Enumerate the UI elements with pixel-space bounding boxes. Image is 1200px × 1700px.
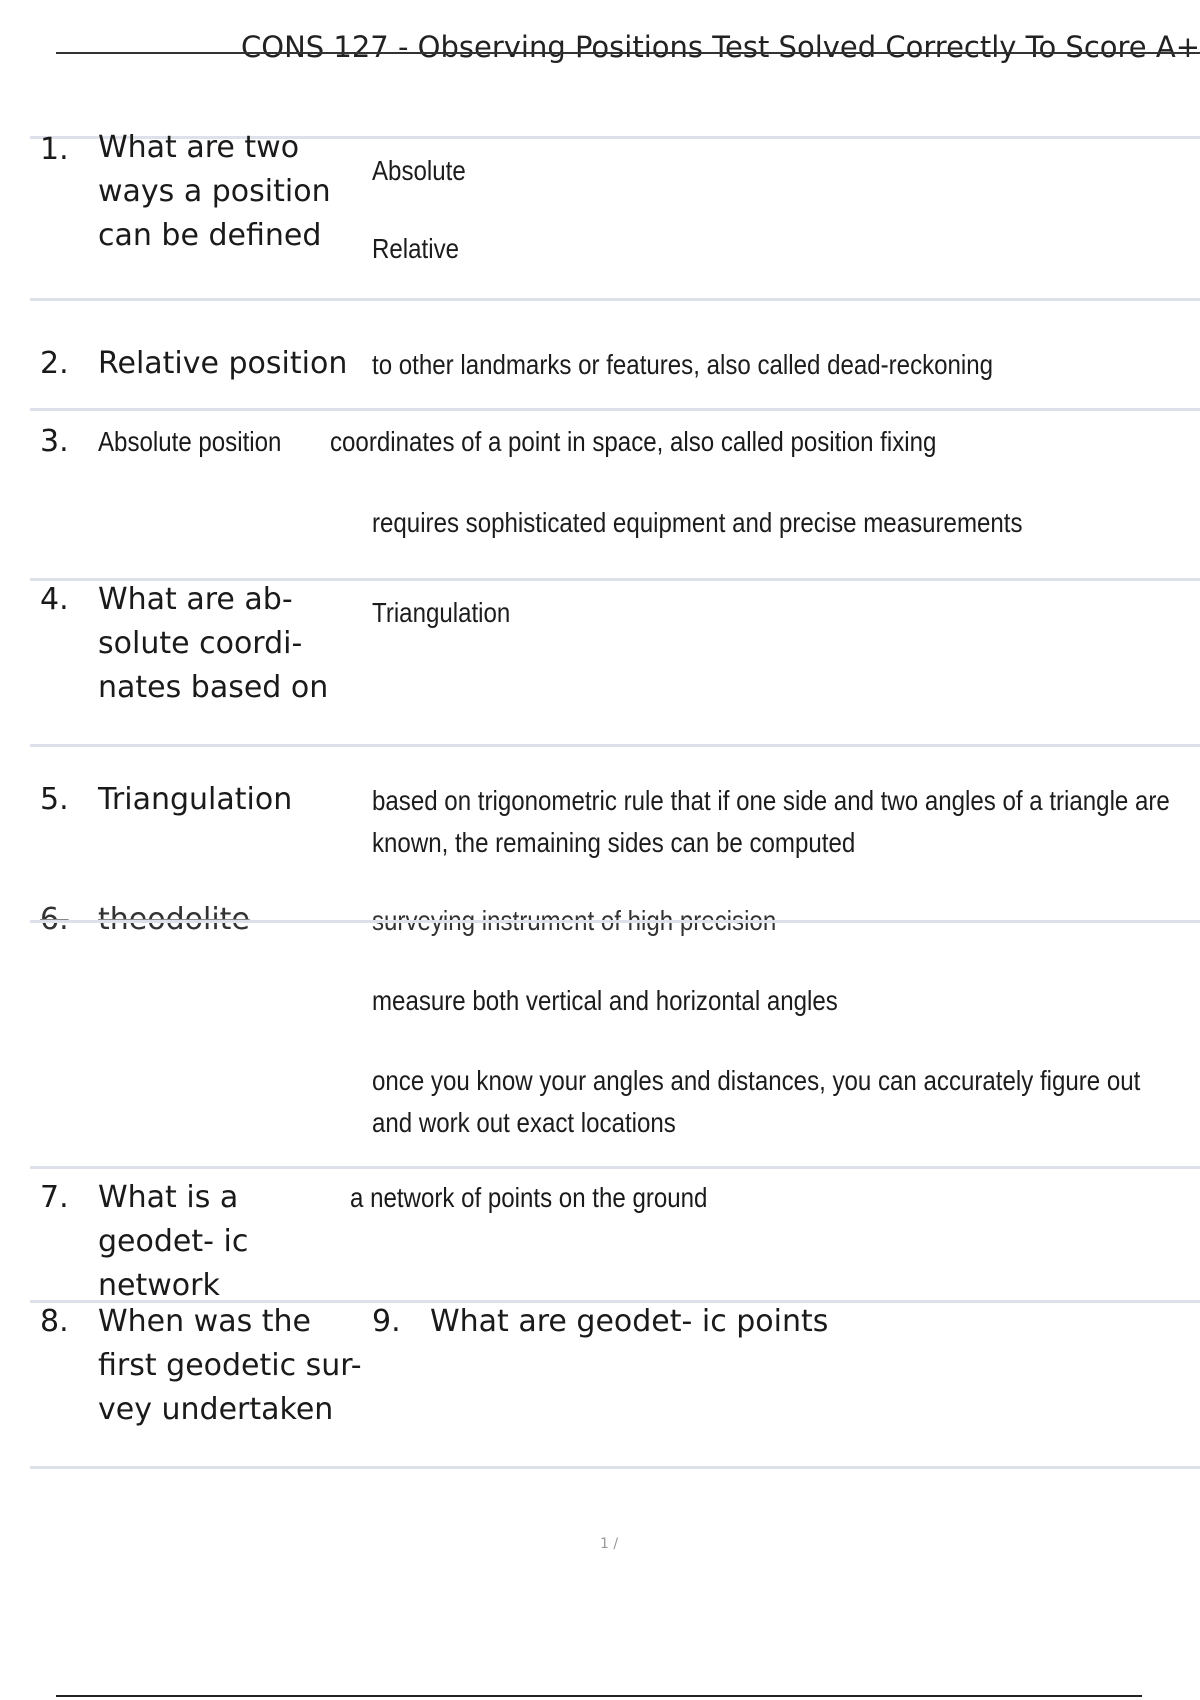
question-term: What are ab- solute coordi- nates based on: [98, 582, 329, 705]
answer-text: based on trigonometric rule that if one side and two angles of a triangle are known, the remaining sides can be computed: [372, 785, 1170, 858]
question-term: Absolute position: [98, 426, 282, 457]
document-title: CONS 127 - Observing Positions Test Solved Correctly To Score A+: [56, 30, 1200, 64]
question-term: What are two ways a position can be defined: [98, 130, 331, 253]
question-term: What is a geodet- ic network: [98, 1180, 249, 1303]
question-number: 7.: [40, 1180, 69, 1215]
answer-text: to other landmarks or features, also called dead-reckoning: [372, 349, 994, 380]
question-number: 1.: [40, 132, 69, 167]
row-divider: [30, 1166, 1200, 1169]
question-term: When was the first geodetic sur- vey undertaken: [98, 1304, 362, 1427]
question-term: theodolite: [98, 902, 250, 937]
question-number: 6.: [40, 902, 69, 937]
question-term: Relative position: [98, 346, 348, 381]
answer-text: Absolute: [372, 155, 466, 186]
row-divider: [30, 744, 1200, 747]
question-number: 8.: [40, 1304, 69, 1339]
question-number: 5.: [40, 782, 69, 817]
page-number: 1 /: [600, 1536, 619, 1552]
footer-divider: [56, 1695, 1142, 1697]
question-number: 4.: [40, 582, 69, 617]
answer-text: requires sophisticated equipment and precise measurements: [372, 507, 1023, 538]
answer-text: Triangulation: [372, 597, 511, 628]
answer-text: measure both vertical and horizontal angles: [372, 985, 838, 1016]
row-divider: [30, 298, 1200, 301]
answer-text: coordinates of a point in space, also called position fixing: [330, 426, 937, 457]
answer-text: Relative: [372, 233, 460, 264]
answer-text: surveying instrument of high precision: [372, 905, 777, 936]
answer-text: once you know your angles and distances, you can accurately figure out and work out exact locations: [372, 1065, 1141, 1138]
answer-text: a network of points on the ground: [350, 1182, 708, 1213]
row-divider: [30, 408, 1200, 411]
question-number: 2.: [40, 346, 69, 381]
question-number: 9.: [372, 1304, 401, 1339]
question-term: Triangulation: [98, 782, 293, 817]
row-divider: [30, 1466, 1200, 1469]
row-divider: [30, 920, 1200, 923]
question-term: What are geodet- ic points: [430, 1304, 829, 1339]
question-number: 3.: [40, 424, 69, 459]
